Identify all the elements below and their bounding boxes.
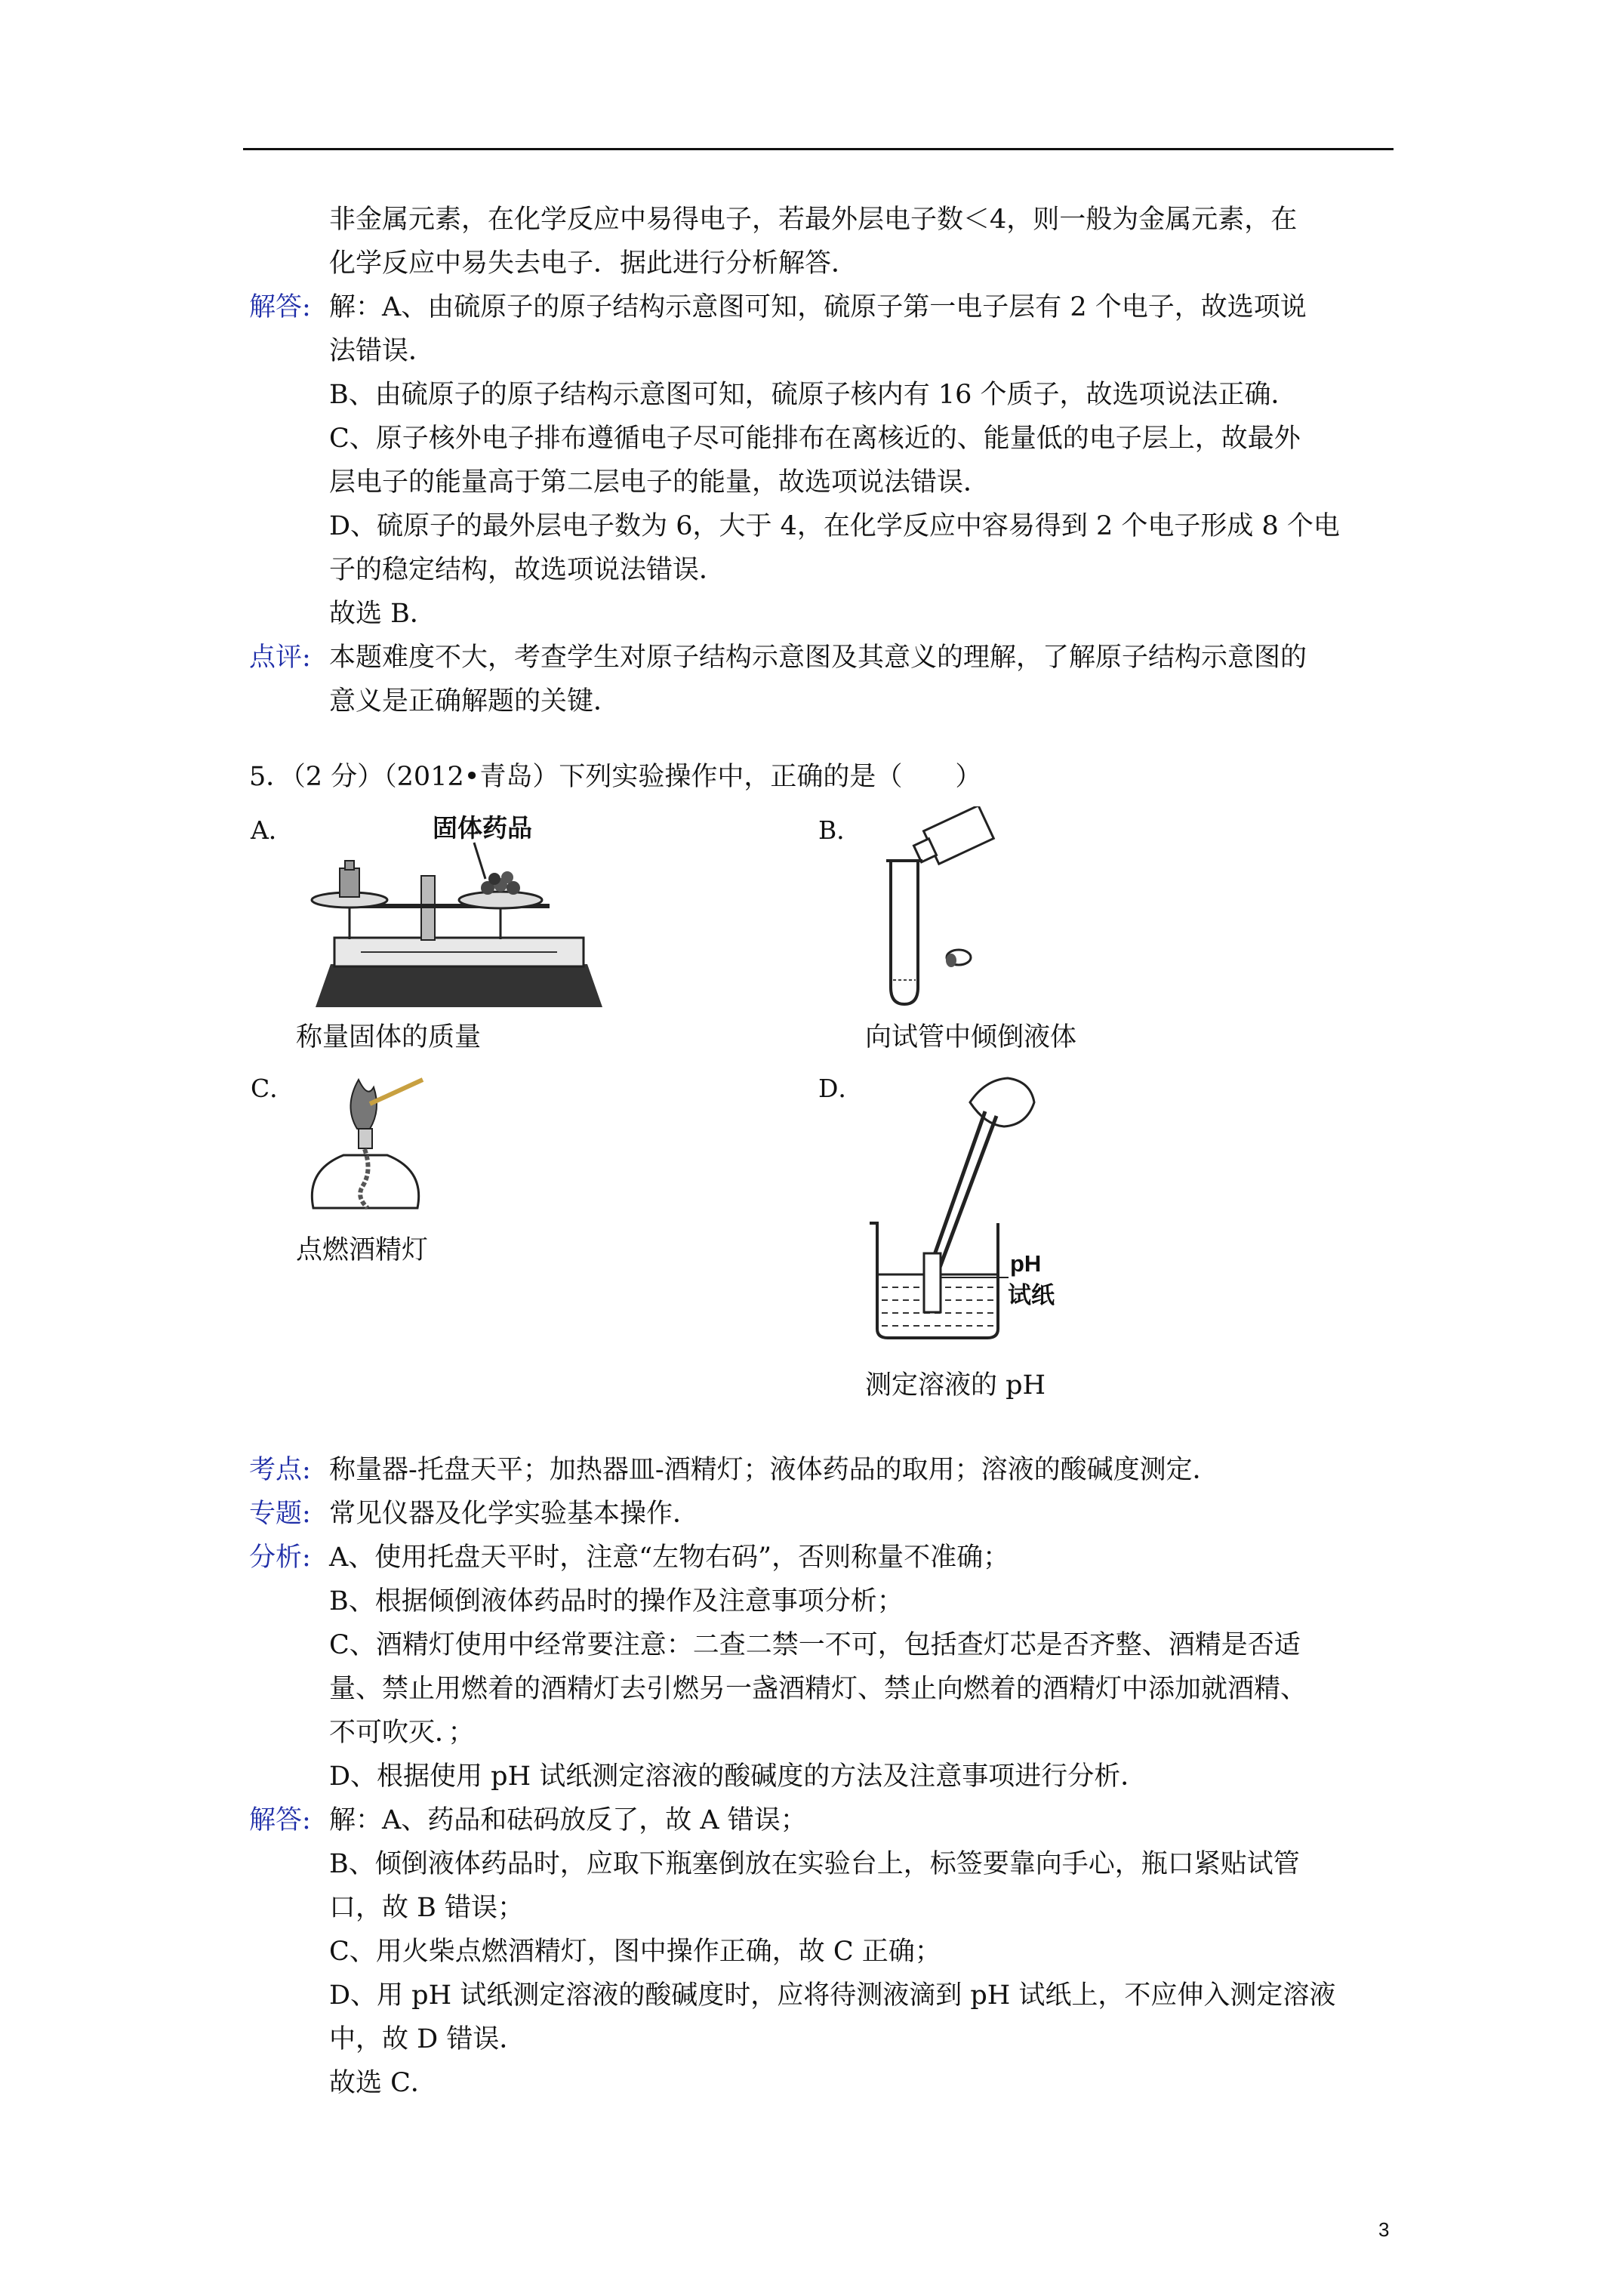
option-c-caption: 点燃酒精灯 (296, 1235, 429, 1265)
text-line: D、用 pH 试纸测定溶液的酸碱度时，应将待测液滴到 pH 试纸上，不应伸入测定溶液 (329, 1980, 1336, 2011)
answer-label: 解答: (249, 292, 311, 322)
text-line: 故选 C． (329, 2068, 437, 2098)
text-line: 层电子的能量高于第二层电子的能量，故选项说法错误． (329, 467, 990, 498)
prev-answer-block (249, 285, 1397, 636)
text-line: 意义是正确解题的关键． (329, 686, 621, 717)
page-number: 3 (1378, 2218, 1390, 2241)
balance-icon (300, 809, 625, 1013)
figure-label-paper: 试纸 (1008, 1282, 1055, 1308)
text-line: 非金属元素，在化学反应中易得电子，若最外层电子数＜4，则一般为金属元素，在 (329, 205, 1298, 235)
text-line: A、使用托盘天平时，注意“左物右码”，否则称量不准确； (329, 1542, 1010, 1573)
text-line: 故选 B． (329, 599, 436, 629)
text-line: D、根据使用 pH 试纸测定溶液的酸碱度的方法及注意事项进行分析． (329, 1761, 1147, 1792)
figure-label: 固体药品 (433, 814, 532, 842)
beaker-ph-icon (861, 1072, 1095, 1344)
text-line: 化学反应中易失去电子．据此进行分析解答． (329, 248, 858, 279)
option-a-letter: A． (251, 815, 294, 845)
topic-label: 专题: (249, 1499, 311, 1529)
header-rule (243, 148, 1394, 150)
prev-comment-block (249, 636, 1397, 723)
text-line: 解：A、药品和砝码放反了，故 A 错误； (329, 1805, 807, 1835)
option-d-letter: D． (818, 1074, 864, 1103)
text-line: 口，故 B 错误； (329, 1893, 524, 1923)
text-line: D、硫原子的最外层电子数为 6，大于 4，在化学反应中容易得到 2 个电子形成 8 个电 (329, 511, 1340, 541)
text-line: C、原子核外电子排布遵循电子尽可能排布在离核近的、能量低的电子层上，故最外 (329, 424, 1301, 454)
text-line: 量、禁止用燃着的酒精灯去引燃另一盏酒精灯、禁止向燃着的酒精灯中添加就酒精、 (329, 1674, 1307, 1704)
point-text: 称量器-托盘天平；加热器皿-酒精灯；液体药品的取用；溶液的酸碱度测定． (329, 1455, 1219, 1485)
text-line: 中，故 D 错误． (329, 2024, 526, 2054)
question-stem: 5．（2 分）（2012•青岛）下列实验操作中，正确的是（ ） (249, 762, 982, 792)
text-line: 解：A、由硫原子的原子结构示意图可知，硫原子第一电子层有 2 个电子，故选项说 (329, 292, 1307, 322)
solution-block (249, 1448, 1397, 2105)
point-label: 考点: (249, 1455, 311, 1485)
option-b-caption: 向试管中倾倒液体 (865, 1022, 1077, 1052)
text-line: B、根据倾倒液体药品时的操作及注意事项分析； (329, 1586, 904, 1616)
figure-label-ph: pH (1010, 1250, 1042, 1277)
answer-label: 解答: (249, 1805, 311, 1835)
comment-label: 点评: (249, 643, 311, 673)
text-line: 法错误． (329, 336, 436, 366)
text-line: C、用火柴点燃酒精灯，图中操作正确，故 C 正确； (329, 1937, 941, 1967)
text-line: C、酒精灯使用中经常要注意：二查二禁一不可，包括查灯芯是否齐整、酒精是否适 (329, 1630, 1301, 1660)
test-tube-pour-icon (868, 806, 996, 1014)
text-line: B、倾倒液体药品时，应取下瓶塞倒放在实验台上，标签要靠向手心，瓶口紧贴试管 (329, 1849, 1300, 1879)
topic-text: 常见仪器及化学实验基本操作． (329, 1499, 700, 1529)
option-a-caption: 称量固体的质量 (296, 1022, 482, 1052)
option-d-caption: 测定溶液的 pH (865, 1370, 1046, 1401)
text-line: 不可吹灭．； (329, 1718, 475, 1748)
option-b-letter: B． (818, 815, 862, 845)
text-line: 本题难度不大，考查学生对原子结构示意图及其意义的理解，了解原子结构示意图的 (329, 643, 1307, 673)
prev-analysis-continuation (249, 198, 1397, 285)
analysis-label: 分析: (249, 1542, 311, 1573)
text-line: 子的稳定结构，故选项说法错误． (329, 555, 726, 585)
alcohol-lamp-icon (298, 1072, 434, 1223)
text-line: B、由硫原子的原子结构示意图可知，硫原子核内有 16 个质子，故选项说法正确． (329, 380, 1298, 410)
option-c-letter: C． (251, 1074, 295, 1103)
